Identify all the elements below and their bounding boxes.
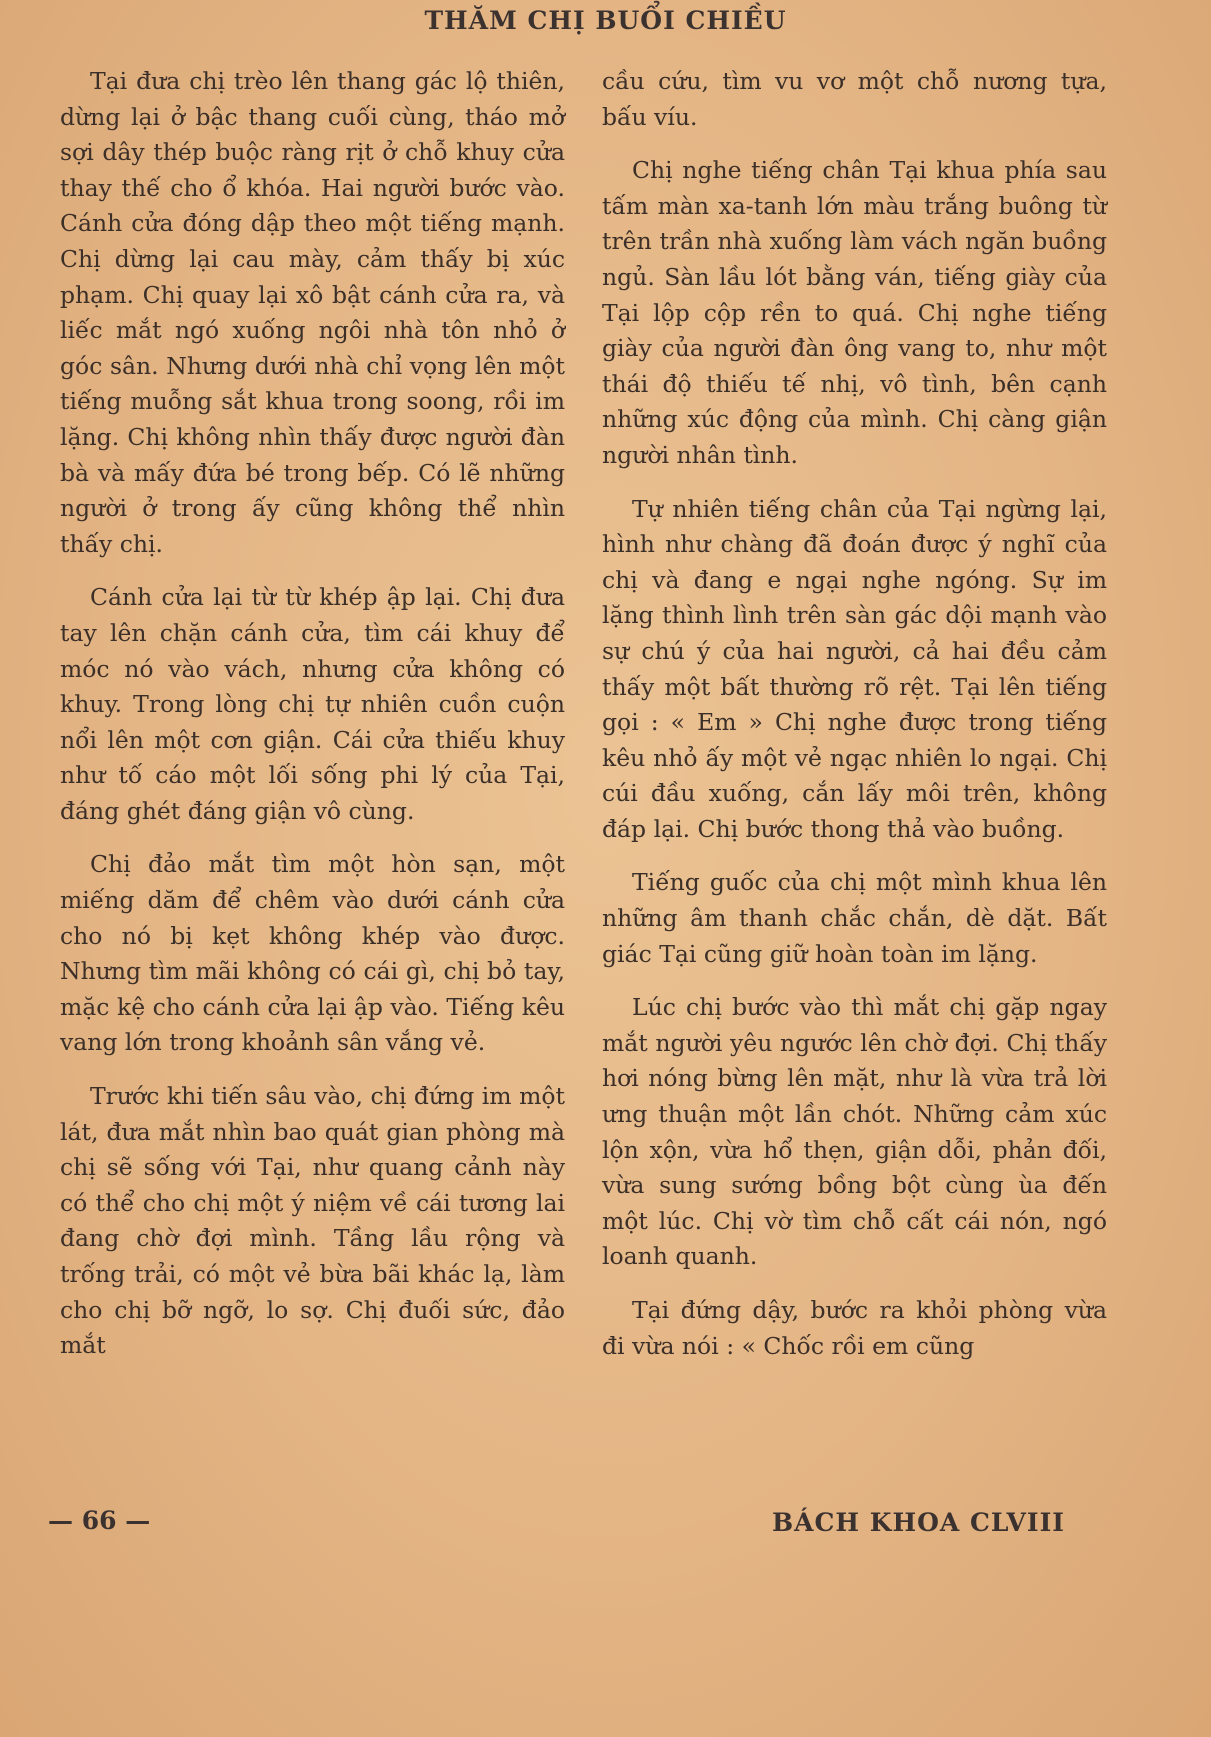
right-column <box>602 64 1107 1382</box>
left-column <box>60 64 565 1382</box>
paragraph: Chị nghe tiếng chân Tại khua phía sau tấm màn xa-tanh lớn màu trắng buông từ trên trần nhà xuống làm vách ngăn buồng ngủ. Sàn lầu lót bằng ván, tiếng giày của Tại lộp cộp rền to quá. Chị nghe tiếng giày của người đàn ông vang to, như một thái độ thiếu tế nhị, vô tình, bên cạnh những xúc động của mình. Chị càng giận người nhân tình. <box>602 156 1107 469</box>
paragraph: Cánh cửa lại từ từ khép ập lại. Chị đưa tay lên chặn cánh cửa, tìm cái khuy để móc nó vào vách, nhưng cửa không có khuy. Trong lòng chị tự nhiên cuồn cuộn nổi lên một cơn giận. Cái cửa thiếu khuy như tố cáo một lối sống phi lý của Tại, đáng ghét đáng giận vô cùng. <box>60 583 565 825</box>
paragraph: Tiếng guốc của chị một mình khua lên những âm thanh chắc chắn, dè dặt. Bất giác Tại cũng giữ hoàn toàn im lặng. <box>602 868 1107 968</box>
paragraph: cầu cứu, tìm vu vơ một chỗ nương tựa, bấu víu. <box>602 67 1107 131</box>
paragraph: Chị đảo mắt tìm một hòn sạn, một miếng dăm để chêm vào dưới cánh cửa cho nó bị kẹt không khép vào được. Nhưng tìm mãi không có cái gì, chị bỏ tay, mặc kệ cho cánh cửa lại ập vào. Tiếng kêu vang lớn trong khoảnh sân vắng vẻ. <box>60 850 565 1057</box>
running-header: THĂM CHỊ BUỔI CHIỀU <box>424 6 787 35</box>
paragraph: Tại đưa chị trèo lên thang gác lộ thiên, dừng lại ở bậc thang cuối cùng, tháo mở sợi dây thép buộc ràng rịt ở chỗ khuy cửa thay thế cho ổ khóa. Hai người bước vào. Cánh cửa đóng dập theo một tiếng mạnh. Chị dừng lại cau mày, cảm thấy bị xúc phạm. Chị quay lại xô bật cánh cửa ra, và liếc mắt ngó xuống ngôi nhà tôn nhỏ ở góc sân. Nhưng dưới nhà chỉ vọng lên một tiếng muỗng sắt khua trong soong, rồi im lặng. Chị không nhìn thấy được người đàn bà và mấy đứa bé trong bếp. Có lẽ những người ở trong ấy cũng không thể nhìn thấy chị. <box>60 67 565 558</box>
journal-title: BÁCH KHOA CLVIII <box>772 1508 1065 1537</box>
page-number: — 66 — <box>48 1506 151 1535</box>
paragraph: Tự nhiên tiếng chân của Tại ngừng lại, hình như chàng đã đoán được ý nghĩ của chị và đang e ngại nghe ngóng. Sự im lặng thình lình trên sàn gác dội mạnh vào sự chú ý của hai người, cả hai đều cảm thấy một bất thường rõ rệt. Tại lên tiếng gọi : « Em » Chị nghe được trong tiếng kêu nhỏ ấy một vẻ ngạc nhiên lo ngại. Chị cúi đầu xuống, cắn lấy môi trên, không đáp lại. Chị bước thong thả vào buồng. <box>602 494 1107 843</box>
paragraph: Tại đứng dậy, bước ra khỏi phòng vừa đi vừa nói : « Chốc rồi em cũng <box>602 1296 1107 1360</box>
paragraph: Trước khi tiến sâu vào, chị đứng im một lát, đưa mắt nhìn bao quát gian phòng mà chị sẽ sống với Tại, như quang cảnh này có thể cho chị một ý niệm về cái tương lai đang chờ đợi mình. Tầng lầu rộng và trống trải, có một vẻ bừa bãi khác lạ, làm cho chị bỡ ngỡ, lo sợ. Chị đuối sức, đảo mắt <box>60 1082 565 1360</box>
paragraph: Lúc chị bước vào thì mắt chị gặp ngay mắt người yêu ngước lên chờ đợi. Chị thấy hơi nóng bừng lên mặt, như là vừa trả lời ưng thuận một lần chót. Những cảm xúc lộn xộn, vừa hổ thẹn, giận dỗi, phản đối, vừa sung sướng bồng bột cùng ùa đến một lúc. Chị vờ tìm chỗ cất cái nón, ngó loanh quanh. <box>602 993 1107 1271</box>
